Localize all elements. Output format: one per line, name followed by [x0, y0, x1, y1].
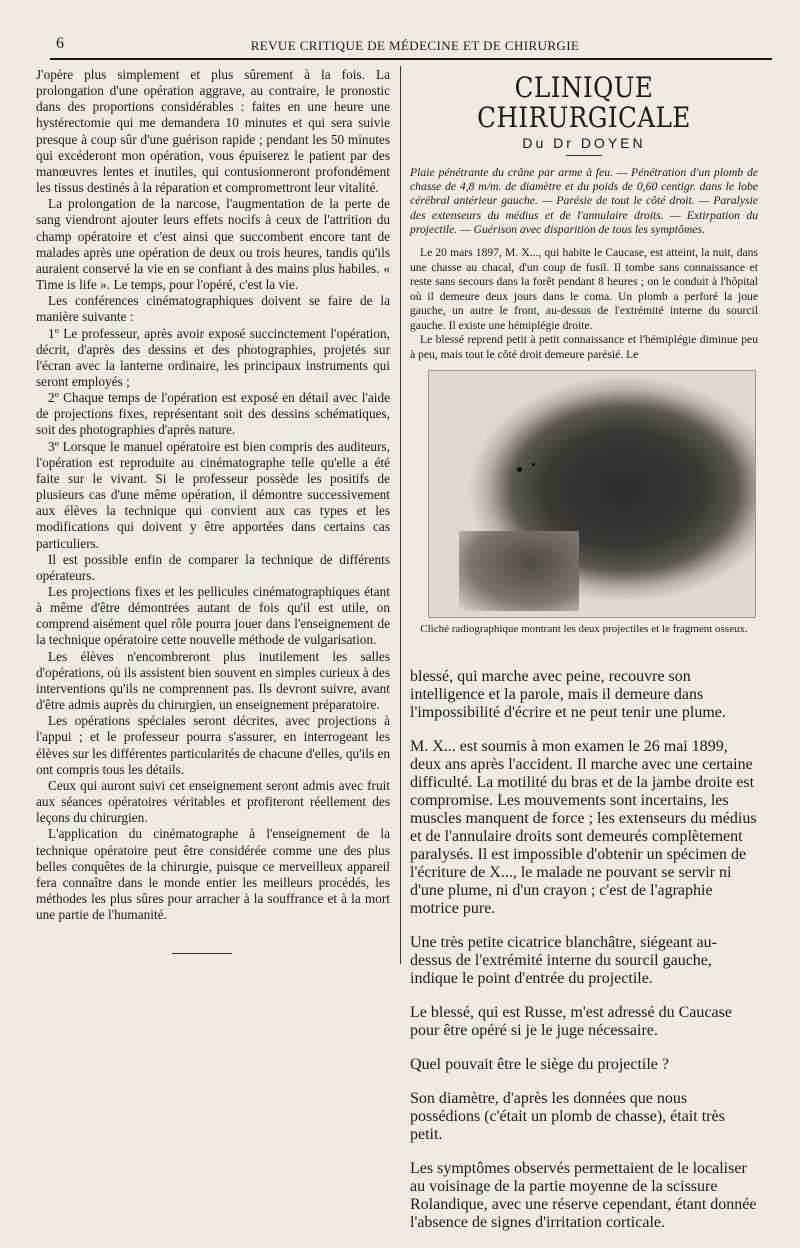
- left-column: [36, 67, 390, 923]
- paragraph: M. X... est soumis à mon examen le 26 mai 1899, deux ans après l'accident. Il marche avec une certaine difficulté. La motilité du bras et de la jambe droite est compromise. Les mouvements sont incertains, les muscles manquent de force ; les extenseurs du médius et de l'annulaire droits sont demeurés complètement paralysés. Il est impossible d'obtenir un spécimen de l'écriture de X..., le malade ne pouvant se servir ni d'une plume, ni d'un crayon ; c'est de l'agraphie motrice pure.: [410, 738, 757, 917]
- radiograph-jaw-shadow: [459, 531, 579, 611]
- paragraph: Les conférences cinématographiques doivent se faire de la manière suivante :: [36, 293, 390, 325]
- figure-caption: Cliché radiographique montrant les deux projectiles et le fragment osseux.: [420, 623, 748, 635]
- radiograph-image: [428, 370, 756, 618]
- paragraph: L'application du cinématographe à l'enseignement de la technique opératoire peut être considérée comme une des plus belles conquêtes de la chirurgie, puisque ce merveilleux appareil fera connaître dans le monde entier les meilleurs procédés, les méthodes les plus sûres pour arracher à la souffrance et à la mort une partie de l'humanité.: [36, 826, 390, 923]
- paragraph: J'opère plus simplement et plus sûrement à la fois. La prolongation d'une opération aggrave, au contraire, le pronostic dans des proportions considérables : faites en une heure une hystérectomie qui me demandera 10 minutes et qui sera suivie presque à coup sûr d'une guérison rapide ; pendant les 50 minutes qui excéderont mon opération, vous épuiserez le patient par des manœuvres lentes et inutiles, qui contusionneront profondément les tissus destinés à la réparation et compromettront leur vitalité.: [36, 67, 390, 196]
- paragraph: 1º Le professeur, après avoir exposé succinctement l'opération, décrit, d'après des dessins et des photographies, projetés sur l'écran avec la lanterne ordinaire, les principaux instruments qui seront employés ;: [36, 325, 390, 389]
- section-title: CLINIQUE CHIRURGICALE: [477, 71, 691, 134]
- projectile-mark: [532, 463, 535, 466]
- paragraph: Une très petite cicatrice blanchâtre, siégeant au-dessus de l'extrémité interne du sourcil gauche, indique le point d'entrée du projectile.: [410, 934, 717, 987]
- paragraph: Les symptômes observés permettaient de le localiser au voisinage de la partie moyenne de la scissure Rolandique, avec une réserve cependant, étant donnée l'absence de signes d'irritation corticale.: [410, 1160, 757, 1231]
- paragraph: Les élèves n'encombreront plus inutilement les salles d'opérations, où ils assistent bien souvent en simples curieux à des interventions qu'ils ne comprennent pas. Ils devront suivre, avant d'être admis auprès du chirurgien, un enseignement préparatoire.: [36, 648, 390, 713]
- paragraph: 2º Chaque temps de l'opération est exposé en détail avec l'aide de projections fixes, représentant soit des dessins schématiques, soit des photographies d'après nature.: [36, 390, 390, 438]
- paragraph: Quel pouvait être le siège du projectile ?: [410, 1056, 670, 1073]
- author-byline: Du Dr DOYEN: [522, 135, 646, 151]
- right-column-continued: [410, 652, 758, 1248]
- right-column: [410, 70, 758, 362]
- article-end-rule: [172, 953, 232, 954]
- page-number: 6: [56, 35, 64, 52]
- paragraph: Les opérations spéciales seront décrites, avec projections à l'appui ; et le professeur pourra s'assurer, en interrogeant les élèves sur les différentes particularités de chacune d'elles, qu'ils en ont compris tous les détails.: [36, 713, 390, 777]
- paragraph: Le 20 mars 1897, M. X..., qui habite le Caucase, est atteint, la nuit, dans une chasse au chacal, d'un coup de fusil. Il tombe sans connaissance et reste sans secours dans la forêt pendant 8 heures ; on le conduit à l'hôpital où il demeure deux jours dans le coma. Un plomb a perforé la joue gauche, un autre le front, au-dessus de l'extrémité interne du sourcil gauche. Il existe une hémiplégie droite.: [410, 246, 758, 332]
- paragraph: 3º Lorsque le manuel opératoire est bien compris des auditeurs, l'opération est reproduite au cinématographe telle qu'elle a été faite sur le vivant. Si le professeur possède les positifs de plusieurs cas d'une même opération, il démontre successivement aux élèves la technique qui convient aux cas types et les modifications qui doivent y être apportées dans certains cas particuliers.: [36, 438, 390, 551]
- byline-rule: [566, 155, 602, 156]
- paragraph: Son diamètre, d'après les données que nous possédions (c'était un plomb de chasse), était très petit.: [410, 1090, 725, 1143]
- paragraph: Ceux qui auront suivi cet enseignement seront admis avec fruit aux séances opératoires véritables et profiteront réellement des leçons du chirurgien.: [36, 777, 390, 826]
- paragraph: Le blessé reprend petit à petit connaissance et l'hémiplégie diminue peu à peu, mais tout le côté droit demeure parésié. Le: [410, 333, 758, 361]
- paragraph: blessé, qui marche avec peine, recouvre son intelligence et la parole, mais il demeure dans l'impossibilité d'écrire et ne peut tenir une plume.: [410, 668, 726, 721]
- header-rule: [50, 58, 772, 60]
- case-summary: Plaie pénétrante du crâne par arme à feu. — Pénétration d'un plomb de chasse de 4,8 m/m. de diamètre et du poids de 0,60 centigr. dans le lobe cérébral antérieur gauche. — Parésie de tout le côté droit. — Paralysie des extenseurs du médius et de l'annulaire droits. — Extirpation du projectile. — Guérison avec disparition de tous les symptômes.: [410, 166, 758, 236]
- paragraph: Le blessé, qui est Russe, m'est adressé du Caucase pour être opéré si je le juge nécessaire.: [410, 1004, 732, 1039]
- projectile-mark: [517, 467, 522, 472]
- paragraph: La prolongation de la narcose, l'augmentation de la perte de sang viendront ajouter leurs effets nocifs à ceux de l'attrition du champ opératoire et c'est ainsi que succombent encore tant de malades après une opération de deux ou trois heures, tandis qu'ils auraient conservé la vie en se confiant à des mains plus habiles. « Time is life ». Le temps, pour l'opéré, c'est la vie.: [36, 196, 390, 293]
- paragraph: Les projections fixes et les pellicules cinématographiques étant à même d'être démontrées autant de fois qu'il est utile, on comprend aisément quel rôle pourra jouer dans l'enseignement de la technique opératoire cette nouvelle méthode de vulgarisation.: [36, 584, 390, 648]
- paragraph: Il est possible enfin de comparer la technique de différents opérateurs.: [36, 551, 390, 583]
- column-divider: [400, 66, 401, 964]
- running-title: REVUE CRITIQUE DE MÉDECINE ET DE CHIRURGIE: [250, 38, 580, 53]
